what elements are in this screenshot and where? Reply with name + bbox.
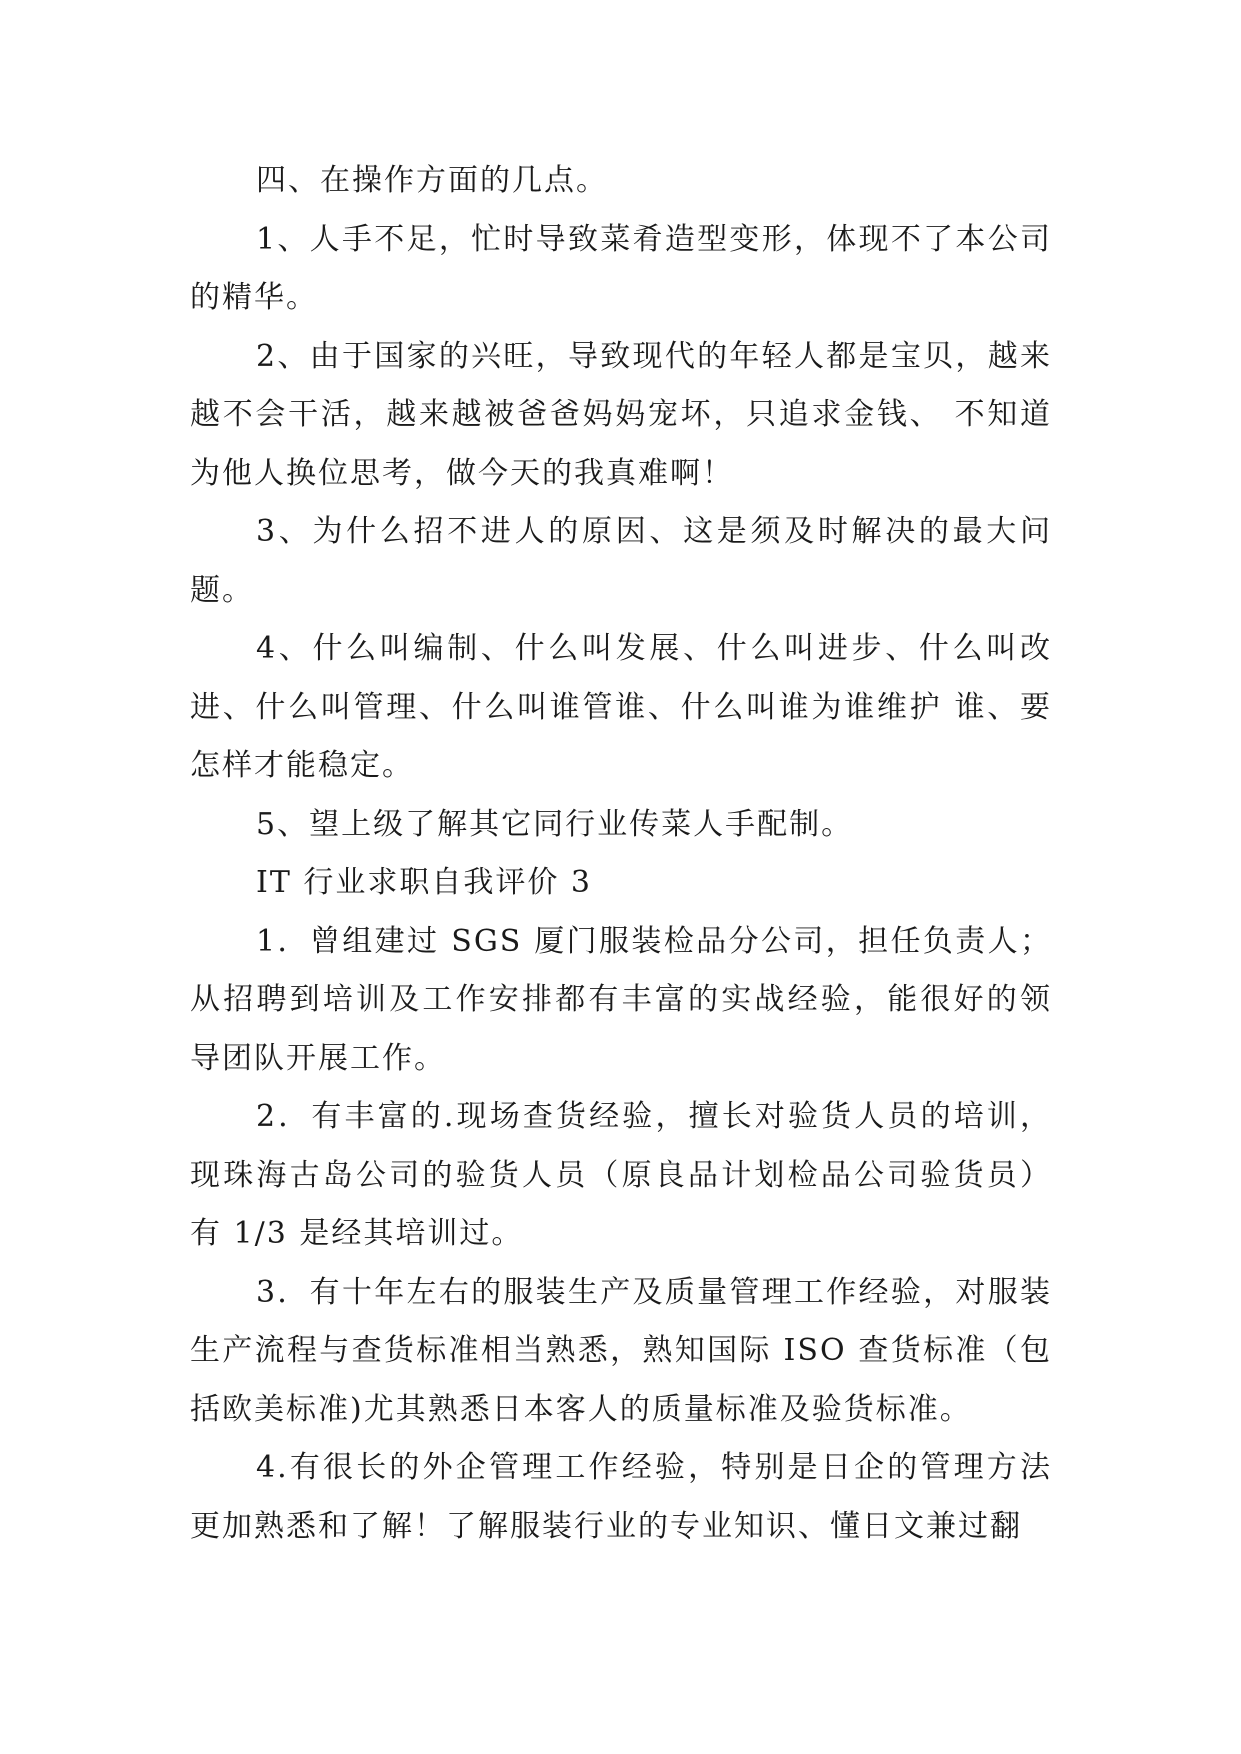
paragraph-eval-2: 2．有丰富的.现场查货经验，擅长对验货人员的培训，现珠海古岛公司的验货人员（原良品计划检品公司验货员）有 1/3 是经其培训过。 (190, 1099, 1052, 1251)
paragraph-item-2: 2、由于国家的兴旺，导致现代的年轻人都是宝贝，越来越不会干活，越来越被爸爸妈妈宠坏，只追求金钱、 不知道为他人换位思考，做今天的我真难啊！ (190, 338, 1052, 491)
paragraph-eval-4: 4.有很长的外企管理工作经验，特别是日企的管理方法更加熟悉和了解！了解服装行业的专业知识、懂日文兼过翻 (190, 1450, 1052, 1544)
section-title: IT 行业求职自我评价 3 (256, 865, 593, 900)
paragraph-item-3: 3、为什么招不进人的原因、这是须及时解决的最大问题。 (190, 514, 1052, 608)
paragraph-item-1: 1、人手不足，忙时导致菜肴造型变形，体现不了本公司的精华。 (190, 221, 1052, 315)
paragraph-section-heading: 四、在操作方面的几点。 (256, 163, 608, 198)
paragraph-item-4: 4、什么叫编制、什么叫发展、什么叫进步、什么叫改进、什么叫管理、什么叫谁管谁、什么叫谁为谁维护 谁、要怎样才能稳定。 (190, 631, 1052, 783)
paragraph-eval-1: 1．曾组建过 SGS 厦门服装检品分公司，担任负责人；从招聘到培训及工作安排都有丰富的实战经验，能很好的领导团队开展工作。 (190, 923, 1052, 1076)
paragraph-eval-3: 3．有十年左右的服装生产及质量管理工作经验，对服装生产流程与查货标准相当熟悉，熟知国际 ISO 查货标准（包括欧美标准)尤其熟悉日本客人的质量标准及验货标准。 (190, 1274, 1052, 1427)
document-body (190, 152, 1052, 1556)
paragraph-item-5: 5、望上级了解其它同行业传菜人手配制。 (256, 806, 854, 842)
